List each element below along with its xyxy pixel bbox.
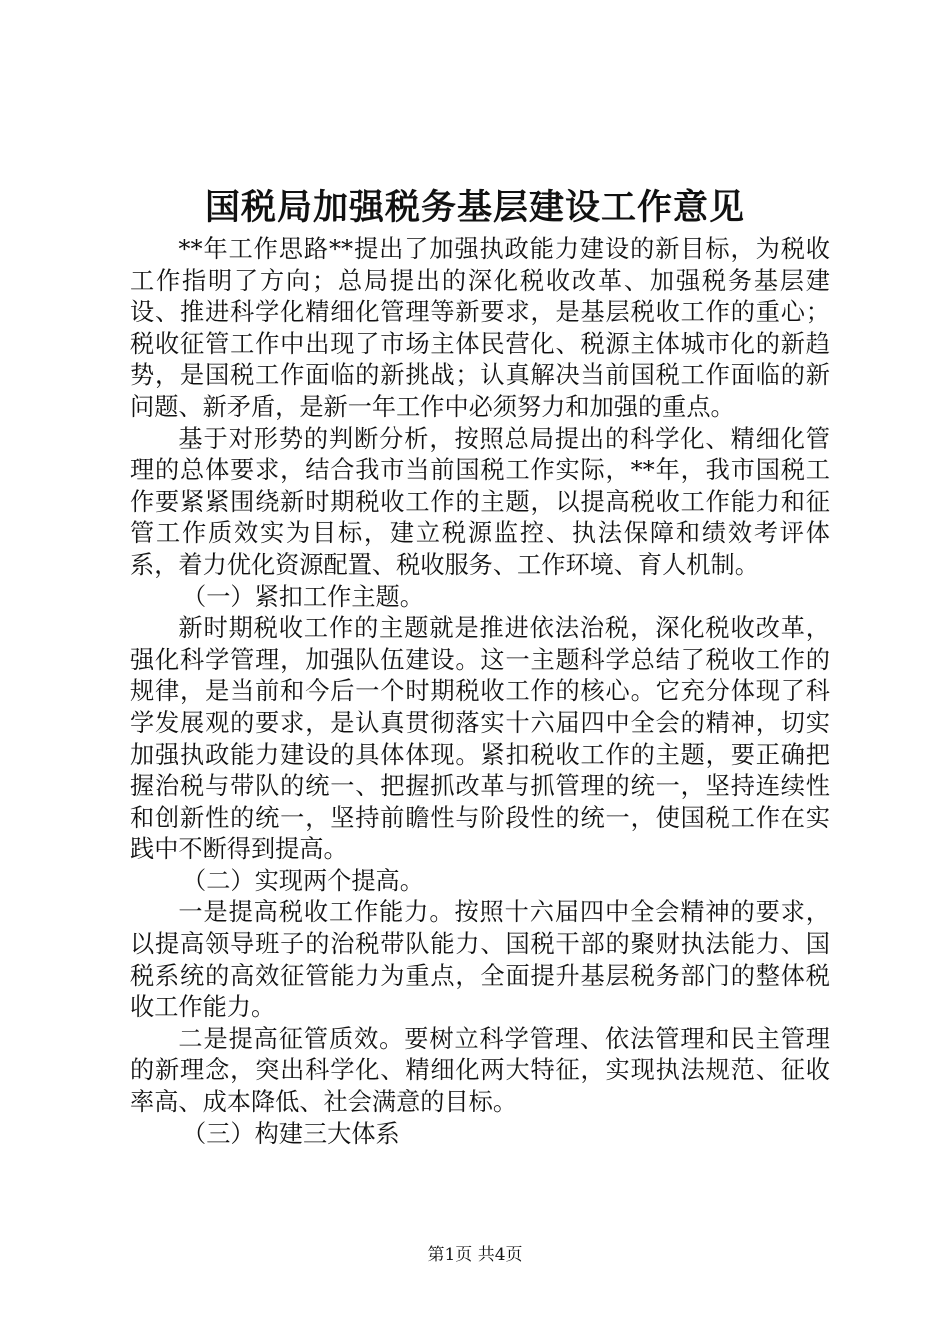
page-title: 国税局加强税务基层建设工作意见: [204, 187, 745, 228]
paragraph: **年工作思路**提出了加强执政能力建设的新目标，为税收工作指明了方向；总局提出的深化税收改革、加强税务基层建设、推进科学化精细化管理等新要求，是基层税收工作的重心；税收征管工作中出现了市场主体民营化、税源主体城市化的新趋势，是国税工作面临的新挑战；认真解决当前国税工作面临的新问题、新矛盾，是新一年工作中必须努力和加强的重点。: [130, 235, 830, 421]
section-heading: （三）构建三大体系: [182, 1119, 400, 1148]
section-heading: （一）紧扣工作主题。: [182, 582, 424, 611]
paragraph: 新时期税收工作的主题就是推进依法治税，深化税收改革，强化科学管理，加强队伍建设。这一主题科学总结了税收工作的规律，是当前和今后一个时期税收工作的核心。它充分体现了科学发展观的要求，是认真贯彻落实十六届四中全会的精神，切实加强执政能力建设的具体体现。紧扣税收工作的主题，要正确把握治税与带队的统一、把握抓改革与抓管理的统一，坚持连续性和创新性的统一，坚持前瞻性与阶段性的统一，使国税工作在实践中不断得到提高。: [130, 614, 830, 864]
document-body: [130, 234, 830, 1150]
page-footer: 第1页 共4页: [427, 1245, 523, 1265]
section-heading: （二）实现两个提高。: [182, 866, 424, 895]
paragraph: 基于对形势的判断分析，按照总局提出的科学化、精细化管理的总体要求，结合我市当前国税工作实际，**年，我市国税工作要紧紧围绕新时期税收工作的主题，以提高税收工作能力和征管工作质效实为目标，建立税源监控、执法保障和绩效考评体系，着力优化资源配置、税收服务、工作环境、育人机制。: [130, 424, 830, 579]
paragraph: 一是提高税收工作能力。按照十六届四中全会精神的要求，以提高领导班子的治税带队能力、国税干部的聚财执法能力、国税系统的高效征管能力为重点，全面提升基层税务部门的整体税收工作能力。: [130, 898, 830, 1022]
paragraph: 二是提高征管质效。要树立科学管理、依法管理和民主管理的新理念，突出科学化、精细化两大特征，实现执法规范、征收率高、成本降低、社会满意的目标。: [130, 1024, 830, 1117]
